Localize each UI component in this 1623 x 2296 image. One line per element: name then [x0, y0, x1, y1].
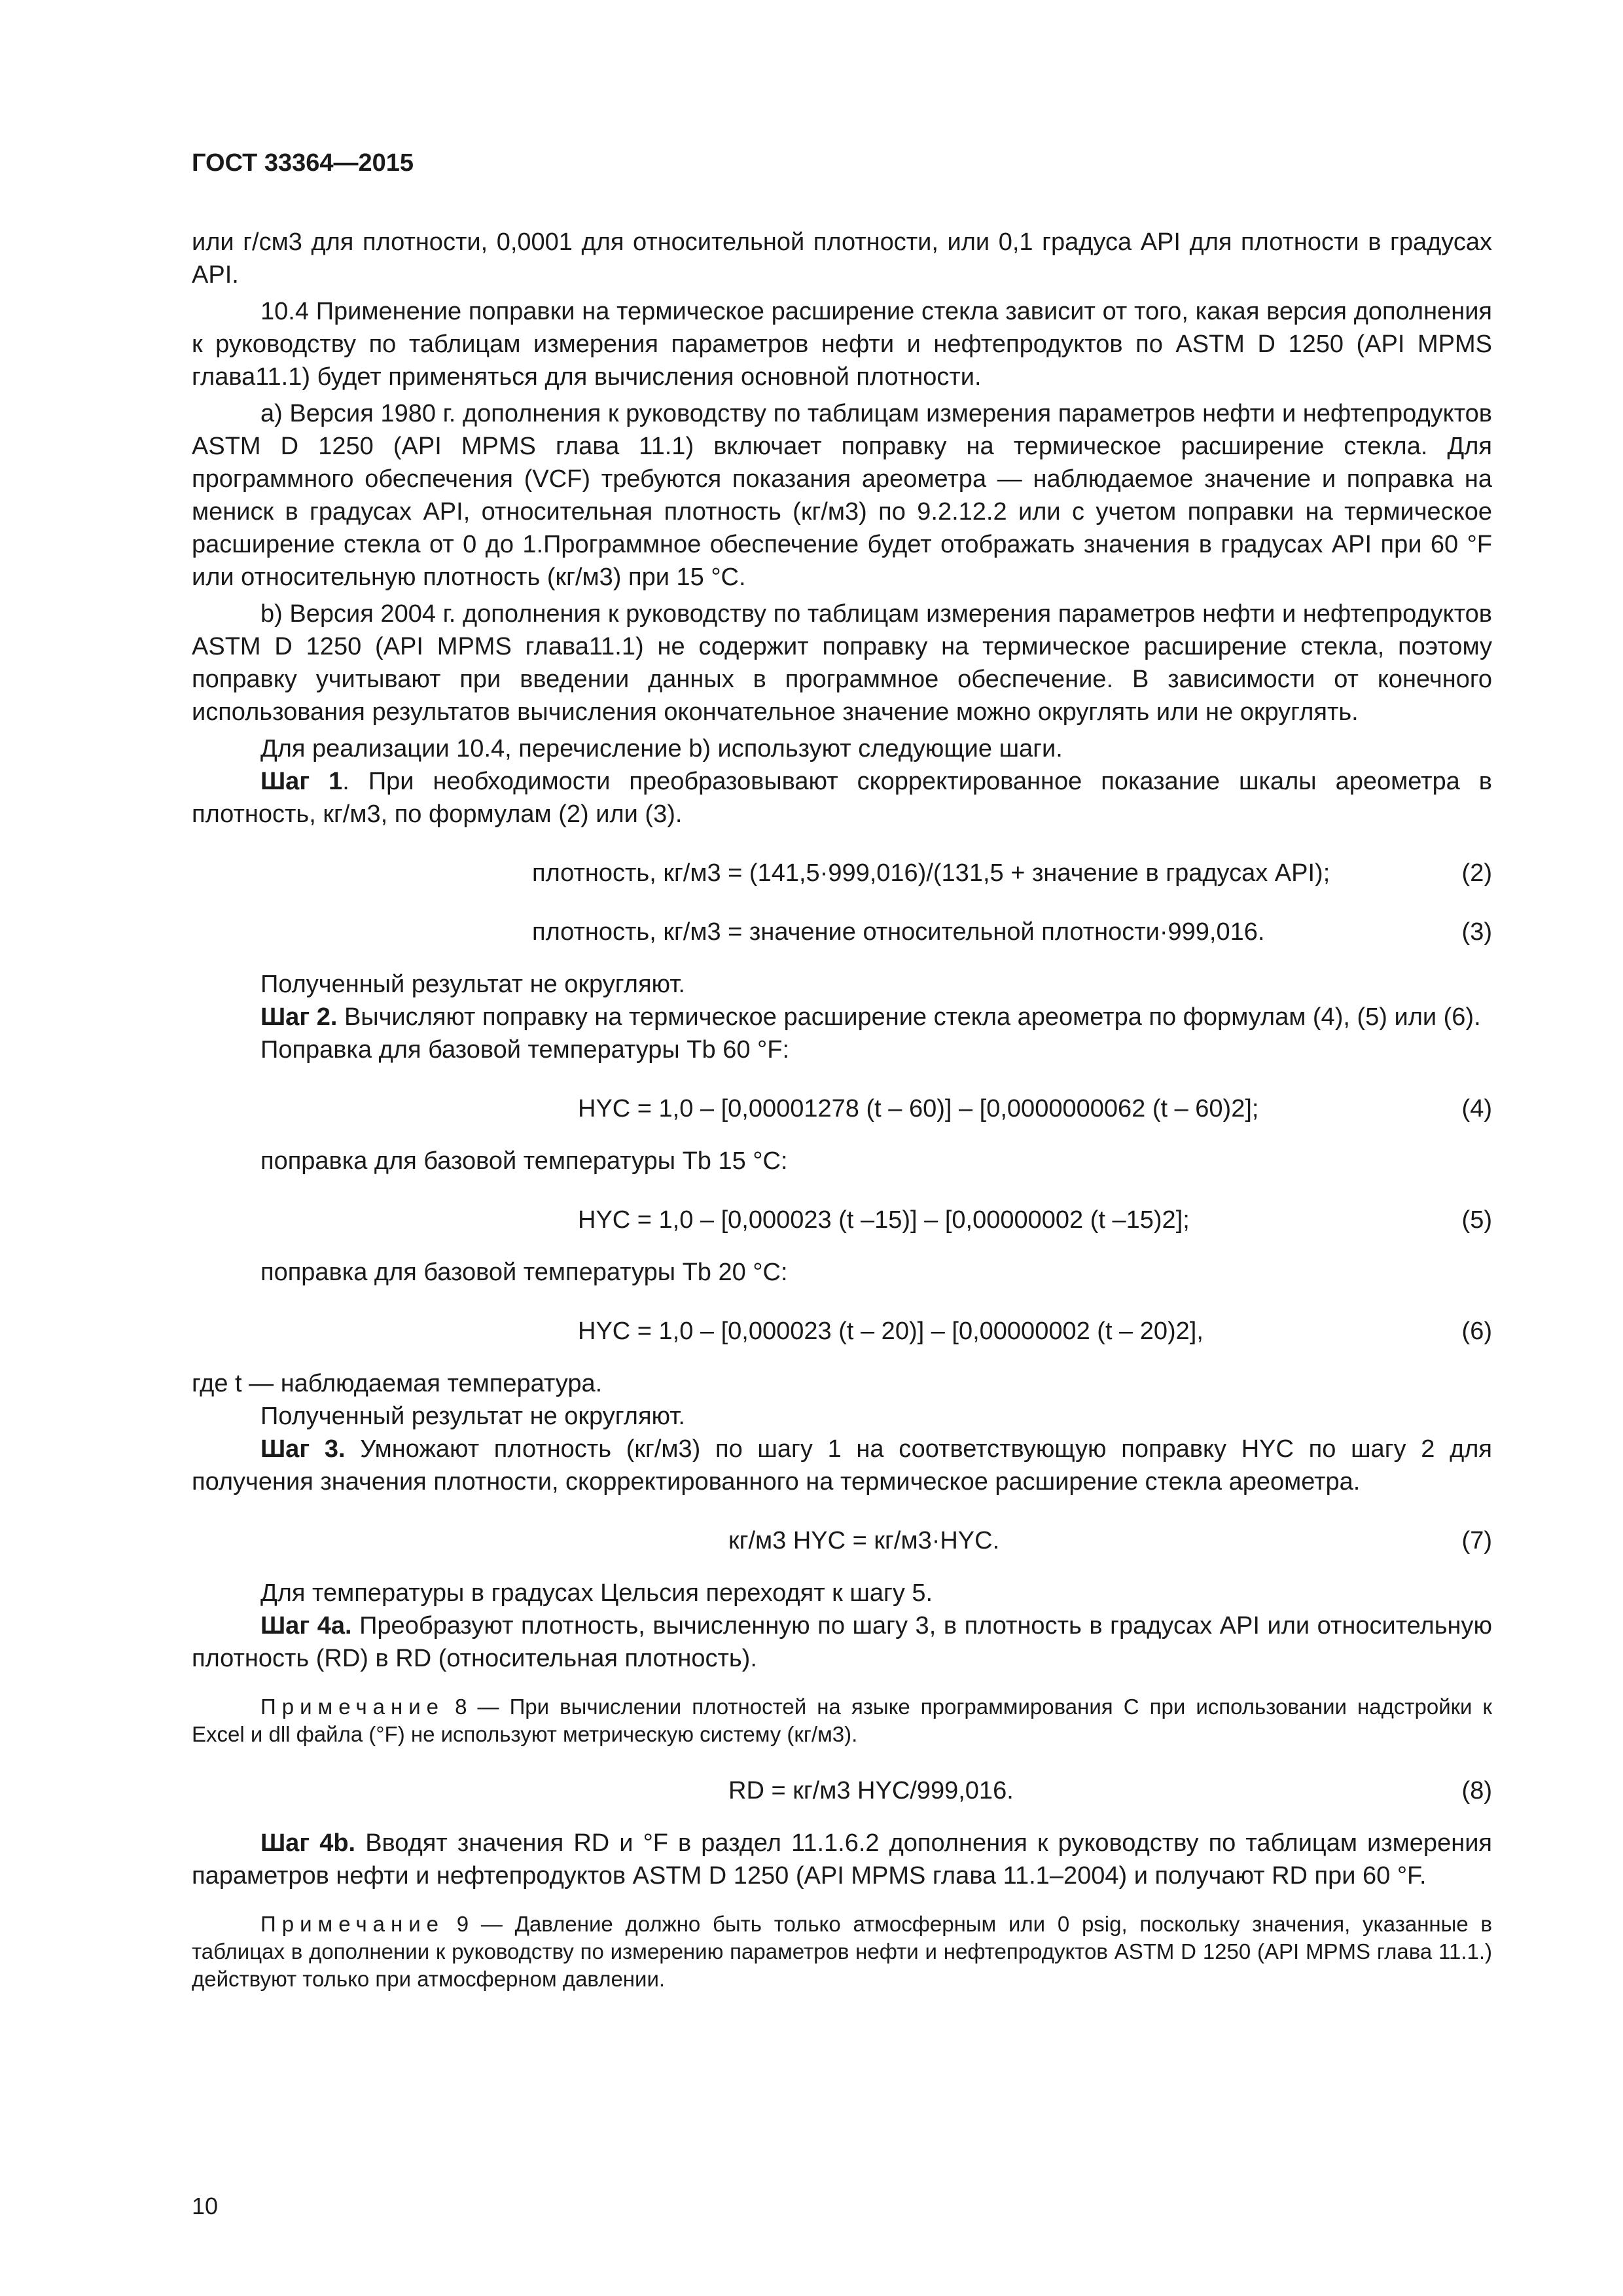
formula-2 [192, 857, 1492, 889]
formula-8 [192, 1774, 1492, 1807]
step-1-text: . При необходимости преобразовывают скорректированное показание шкалы ареометра в плотность, кг/м3, по формулам (2) или (3). [192, 768, 1492, 828]
note-8-text: 8 — При вычислении плотностей на языке программирования С при использовании надстройки к Excel и dll файла (°F) не используют метрическую систему (кг/м3). [192, 1695, 1492, 1746]
paragraph-version-1980: а) Версия 1980 г. дополнения к руководству по таблицам измерения параметров нефти и нефтепродуктов ASTM D 1250 (API MPMS глава 11.1) включает поправку на термическое расширение стекла. Для программного обеспечения (VCF) требуются показания ареометра — наблюдаемое значение и поправка на мениск в градусах API, относительная плотность (кг/м3) по 9.2.12.2 или с учетом поправки на термическое расширение стекла от 0 до 1.Программное обеспечение будет отображать значения в градусах API при 60 °F или относительную плотность (кг/м3) при 15 °С. [192, 400, 1492, 591]
formula-6-number: (6) [1461, 1318, 1492, 1345]
no-round-note-2: Полученный результат не округляют. [260, 1403, 685, 1430]
formula-8-expression: RD = кг/м3 HYC/999,016. [728, 1777, 1014, 1804]
paragraph-10-4: 10.4 Применение поправки на термическое расширение стекла зависит от того, какая версия дополнения к руководству по таблицам измерения параметров нефти и нефтепродуктов по ASTM D 1250 (API MPMS глава11.1) будет применяться для вычисления основной плотности. [192, 298, 1492, 391]
step-4a-label: Шаг 4а. [260, 1612, 352, 1640]
note-8-label: Примечание [260, 1695, 445, 1719]
formula-2-number: (2) [1461, 859, 1492, 887]
step-4b-label: Шаг 4b. [260, 1829, 356, 1857]
no-round-note-1: Полученный результат не округляют. [260, 971, 685, 998]
formula-3-expression: плотность, кг/м3 = значение относительной плотности·999,016. [532, 918, 1265, 946]
paragraph-version-2004: b) Версия 2004 г. дополнения к руководству по таблицам измерения параметров нефти и нефтепродуктов ASTM D 1250 (API MPMS глава11.1) не содержит поправку на термическое расширение стекла, поэтому поправку учитывают при введении данных в программное обеспечение. В зависимости от конечного использования результатов вычисления окончательное значение можно округлять или не округлять. [192, 600, 1492, 726]
base-temperature-15c: поправка для базовой температуры Tb 15 °С: [260, 1147, 788, 1175]
step-1-label: Шаг 1 [260, 768, 343, 795]
base-temperature-20c: поправка для базовой температуры Tb 20 °С: [260, 1259, 788, 1286]
step-3 [192, 1433, 1492, 1498]
note-9-text: 9 — Давление должно быть только атмосферным или 0 psig, поскольку значения, указанные в таблицах в дополнении к руководству по измерению параметров нефти и нефтепродуктов ASTM D 1250 (API MPMS глава 11.1.) действуют только при атмосферном давлении. [192, 1912, 1492, 1991]
paragraph-steps-intro: Для реализации 10.4, перечисление b) используют следующие шаги. [260, 735, 1063, 762]
formula-5-number: (5) [1461, 1206, 1492, 1234]
celsius-note: Для температуры в градусах Цельсия переходят к шагу 5. [260, 1579, 933, 1607]
formula-5 [192, 1204, 1492, 1236]
formula-4-number: (4) [1461, 1095, 1492, 1122]
step-4b-text: Вводят значения RD и °F в раздел 11.1.6.2 дополнения к руководству по таблицам измерения параметров нефти и нефтепродуктов ASTM D 1250 (API MPMS глава 11.1–2004) и получают RD при 60 °F. [192, 1829, 1492, 1890]
note-8 [192, 1693, 1492, 1748]
where-t-definition: где t — наблюдаемая температура. [192, 1370, 603, 1397]
formula-4 [192, 1092, 1492, 1125]
formula-7-number: (7) [1461, 1527, 1492, 1554]
step-2 [192, 1001, 1492, 1033]
note-9-label: Примечание [260, 1912, 445, 1936]
formula-8-number: (8) [1461, 1777, 1492, 1804]
step-1 [192, 765, 1492, 831]
step-4a [192, 1609, 1492, 1675]
page-number: 10 [192, 2193, 219, 2219]
formula-7 [192, 1524, 1492, 1557]
formula-6-expression: HYC = 1,0 – [0,000023 (t – 20)] – [0,00000002 (t – 20)2], [578, 1318, 1204, 1345]
formula-4-expression: HYC = 1,0 – [0,00001278 (t – 60)] – [0,0000000062 (t – 60)2]; [578, 1095, 1259, 1122]
formula-3 [192, 916, 1492, 948]
formula-3-number: (3) [1461, 918, 1492, 946]
step-3-text: Умножают плотность (кг/м3) по шагу 1 на соответствующую поправку HYC по шагу 2 для получения значения плотности, скорректированного на термическое расширение стекла ареометра. [192, 1435, 1493, 1496]
formula-7-expression: кг/м3 HYC = кг/м3·HYC. [728, 1527, 1000, 1554]
paragraph-density-precision: или г/см3 для плотности, 0,0001 для относительной плотности, или 0,1 градуса API для плотности в градусах API. [192, 228, 1492, 289]
step-3-label: Шаг 3. [260, 1435, 346, 1463]
step-4a-text: Преобразуют плотность, вычисленную по шагу 3, в плотность в градусах API или относительную плотность (RD) в RD (относительная плотность). [192, 1612, 1493, 1672]
step-2-label: Шаг 2. [260, 1003, 338, 1031]
document-body [192, 226, 1492, 2005]
base-temperature-60f: Поправка для базовой температуры Tb 60 °F: [260, 1036, 790, 1064]
formula-2-expression: плотность, кг/м3 = (141,5·999,016)/(131,5 + значение в градусах API); [532, 859, 1330, 887]
formula-5-expression: HYC = 1,0 – [0,000023 (t –15)] – [0,00000002 (t –15)2]; [578, 1206, 1190, 1234]
note-9 [192, 1910, 1492, 1993]
step-4b [192, 1827, 1492, 1892]
formula-6 [192, 1315, 1492, 1348]
step-2-text: Вычисляют поправку на термическое расширение стекла ареометра по формулам (4), (5) или (6). [337, 1003, 1481, 1031]
standard-code: ГОСТ 33364—2015 [192, 149, 414, 177]
